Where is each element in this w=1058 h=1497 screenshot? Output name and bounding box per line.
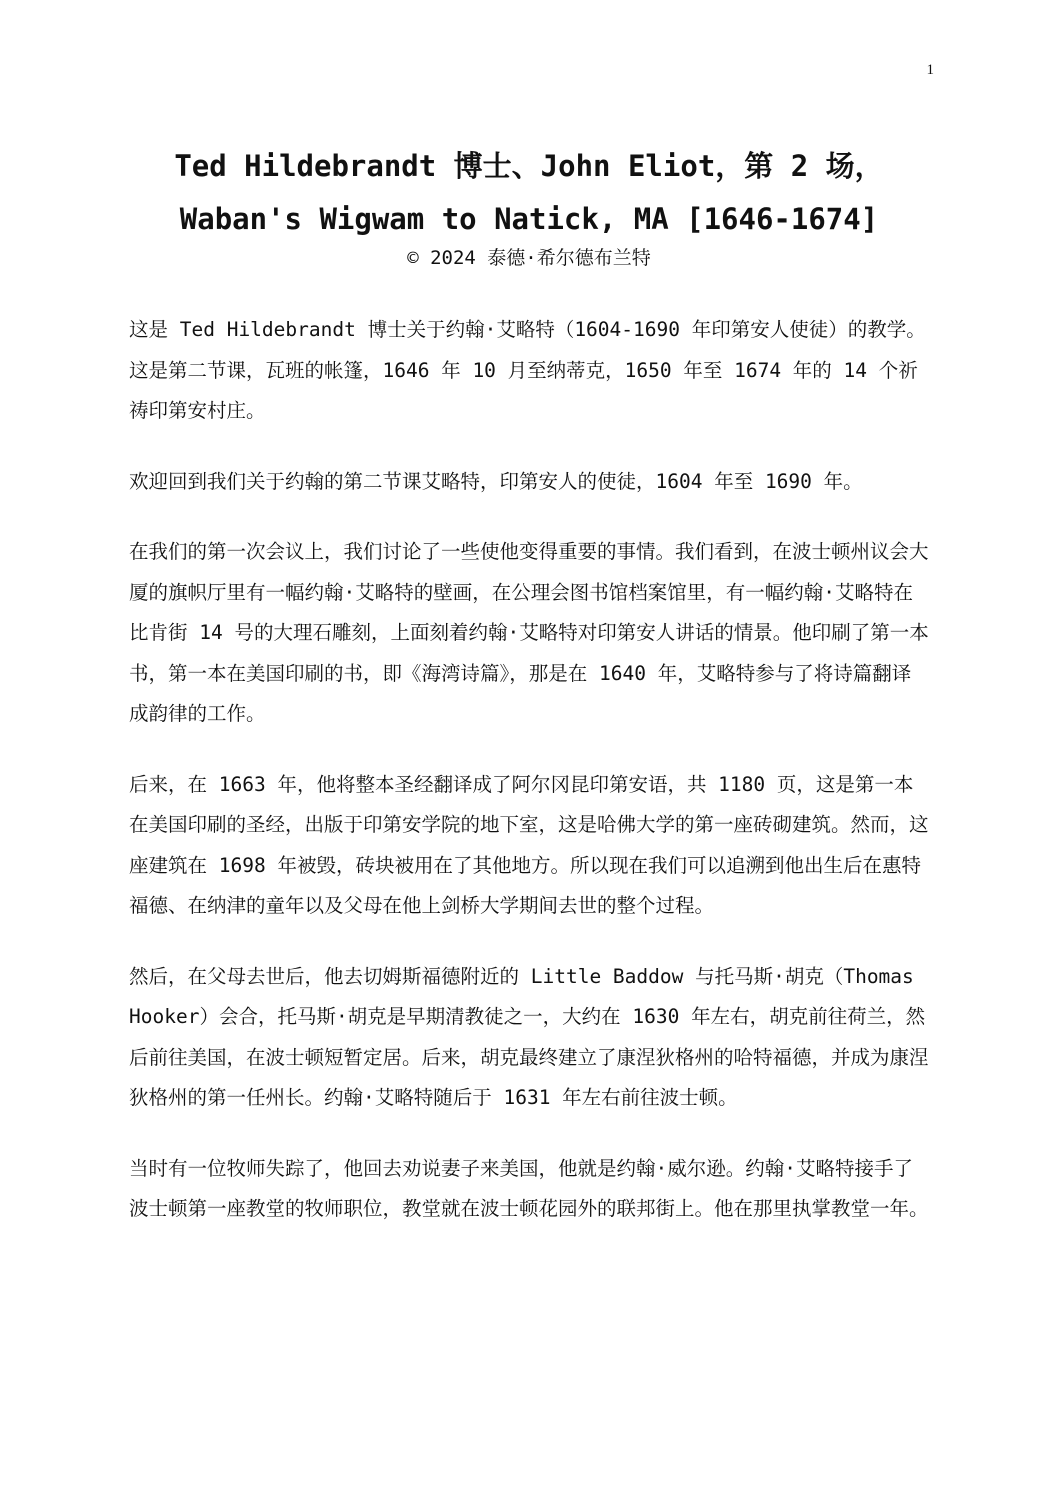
paragraph-intro: 这是 Ted Hildebrandt 博士关于约翰·艾略特（1604-1690 年印第安人使徒）的教学。这是第二节课，瓦班的帐篷，1646 年 10 月至纳蒂克，1650 年至 1674 年的 14 个祈祷印第安村庄。 — [129, 318, 926, 422]
document-body — [129, 310, 929, 1260]
paragraph-first-meeting: 在我们的第一次会议上，我们讨论了一些使他变得重要的事情。我们看到，在波士顿州议会大厦的旗帜厅里有一幅约翰·艾略特的壁画，在公理会图书馆档案馆里，有一幅约翰·艾略特在比肯街 14 号的大理石雕刻，上面刻着约翰·艾略特对印第安人讲话的情景。他印刷了第一本书，第一本在美国印刷的书，即《海湾诗篇》，那是在 1640 年，艾略特参与了将诗篇翻译成韵律的工作。 — [129, 540, 929, 725]
paragraph-john-wilson: 当时有一位牧师失踪了，他回去劝说妻子来美国，他就是约翰·威尔逊。约翰·艾略特接手了波士顿第一座教堂的牧师职位，教堂就在波士顿花园外的联邦街上。他在那里执掌教堂一年。 — [129, 1156, 929, 1220]
paragraph-welcome: 欢迎回到我们关于约翰的第二节课艾略特，印第安人的使徒，1604 年至 1690 年。 — [129, 469, 863, 493]
title-line-2: Waban's Wigwam to Natick, MA [1646-1674] — [179, 202, 879, 236]
paragraph-thomas-hooker: 然后，在父母去世后，他去切姆斯福德附近的 Little Baddow 与托马斯·胡克（Thomas Hooker）会合，托马斯·胡克是早期清教徒之一，大约在 1630 年左右，胡克前往荷兰，然后前往美国，在波士顿短暂定居。后来，胡克最终建立了康涅狄格州的哈特福德，并成为康涅狄格州的第一任州长。约翰·艾略特随后于 1631 年左右前往波士顿。 — [129, 964, 929, 1109]
document-title — [100, 140, 958, 246]
title-line-1: Ted Hildebrandt 博士、John Eliot，第 2 场， — [174, 149, 884, 183]
copyright-notice: © 2024 泰德·希尔德布兰特 — [407, 247, 651, 269]
page-number: 1 — [926, 62, 934, 78]
paragraph-bible-translation: 后来，在 1663 年，他将整本圣经翻译成了阿尔冈昆印第安语，共 1180 页，这是第一本在美国印刷的圣经，出版于印第安学院的地下室，这是哈佛大学的第一座砖砌建筑。然而，这座建筑在 1698 年被毁，砖块被用在了其他地方。所以现在我们可以追溯到他出生后在惠特福德、在纳津的童年以及父母在他上剑桥大学期间去世的整个过程。 — [129, 772, 929, 917]
